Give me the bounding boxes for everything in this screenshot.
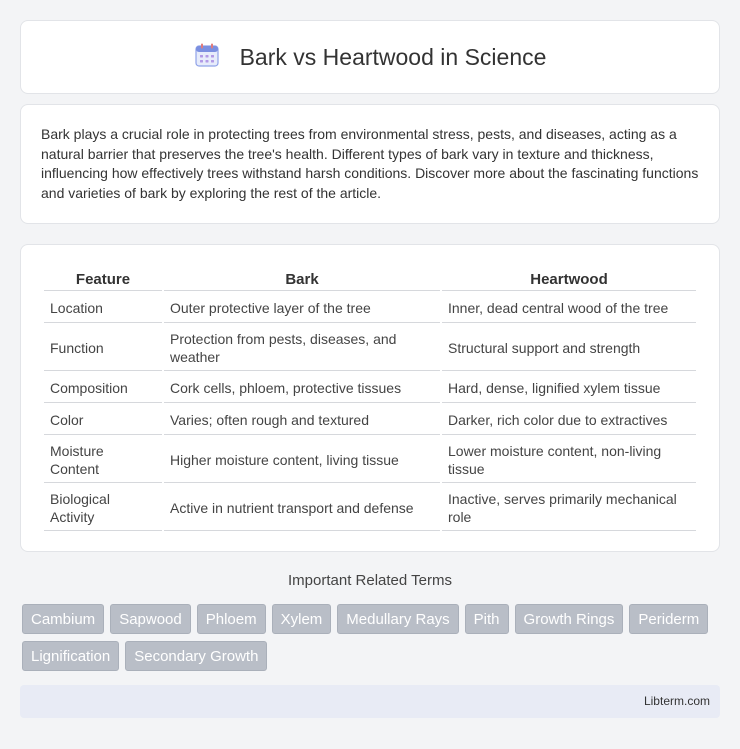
table-header-row — [44, 267, 696, 291]
table-cell: Moisture Content — [44, 437, 162, 483]
comparison-table — [42, 265, 698, 533]
page-title: Bark vs Heartwood in Science — [239, 43, 547, 70]
table-cell: Cork cells, phloem, protective tissues — [164, 373, 440, 403]
table-cell: Function — [44, 325, 162, 371]
related-terms-list — [22, 604, 722, 671]
table-cell: Active in nutrient transport and defense — [164, 485, 440, 531]
table-cell: Outer protective layer of the tree — [164, 293, 440, 323]
comparison-table-card — [20, 244, 720, 552]
related-terms-title: Important Related Terms — [288, 572, 452, 589]
term-tag[interactable]: Growth Rings — [515, 604, 624, 634]
header-card — [20, 20, 720, 94]
table-cell: Biological Activity — [44, 485, 162, 531]
footer — [20, 685, 720, 718]
intro-paragraph: Bark plays a crucial role in protecting trees from environmental stress, pests, and diseases, acting as a natural barrier that preserves the tree's health. Different types of bark vary in texture and thickness, influencing how effectively trees withstand harsh conditions. Discover more about the fascinating functions and varieties of bark by exploring the rest of the article. — [41, 126, 699, 201]
table-cell: Protection from pests, diseases, and weather — [164, 325, 440, 371]
table-cell: Structural support and strength — [442, 325, 696, 371]
table-row — [44, 405, 696, 435]
column-header-bark: Bark — [164, 267, 440, 291]
table-cell: Inner, dead central wood of the tree — [442, 293, 696, 323]
table-cell: Higher moisture content, living tissue — [164, 437, 440, 483]
table-row — [44, 485, 696, 531]
table-cell: Varies; often rough and textured — [164, 405, 440, 435]
table-row — [44, 325, 696, 371]
term-tag[interactable]: Lignification — [22, 641, 119, 671]
table-cell: Lower moisture content, non-living tissue — [442, 437, 696, 483]
table-row — [44, 373, 696, 403]
intro-card — [20, 104, 720, 224]
term-tag[interactable]: Secondary Growth — [125, 641, 267, 671]
term-tag[interactable]: Phloem — [197, 604, 266, 634]
table-cell: Inactive, serves primarily mechanical role — [442, 485, 696, 531]
table-cell: Location — [44, 293, 162, 323]
term-tag[interactable]: Xylem — [272, 604, 332, 634]
table-row — [44, 437, 696, 483]
table-cell: Hard, dense, lignified xylem tissue — [442, 373, 696, 403]
title-wrap — [194, 42, 547, 73]
table-cell: Darker, rich color due to extractives — [442, 405, 696, 435]
term-tag[interactable]: Periderm — [629, 604, 708, 634]
table-cell: Color — [44, 405, 162, 435]
table-row — [44, 293, 696, 323]
column-header-heartwood: Heartwood — [442, 267, 696, 291]
column-header-feature: Feature — [44, 267, 162, 291]
term-tag[interactable]: Sapwood — [110, 604, 191, 634]
term-tag[interactable]: Cambium — [22, 604, 104, 634]
table-cell: Composition — [44, 373, 162, 403]
term-tag[interactable]: Pith — [465, 604, 509, 634]
footer-site-link[interactable]: Libterm.com — [643, 694, 710, 708]
term-tag[interactable]: Medullary Rays — [337, 604, 458, 634]
calendar-icon — [194, 42, 220, 73]
